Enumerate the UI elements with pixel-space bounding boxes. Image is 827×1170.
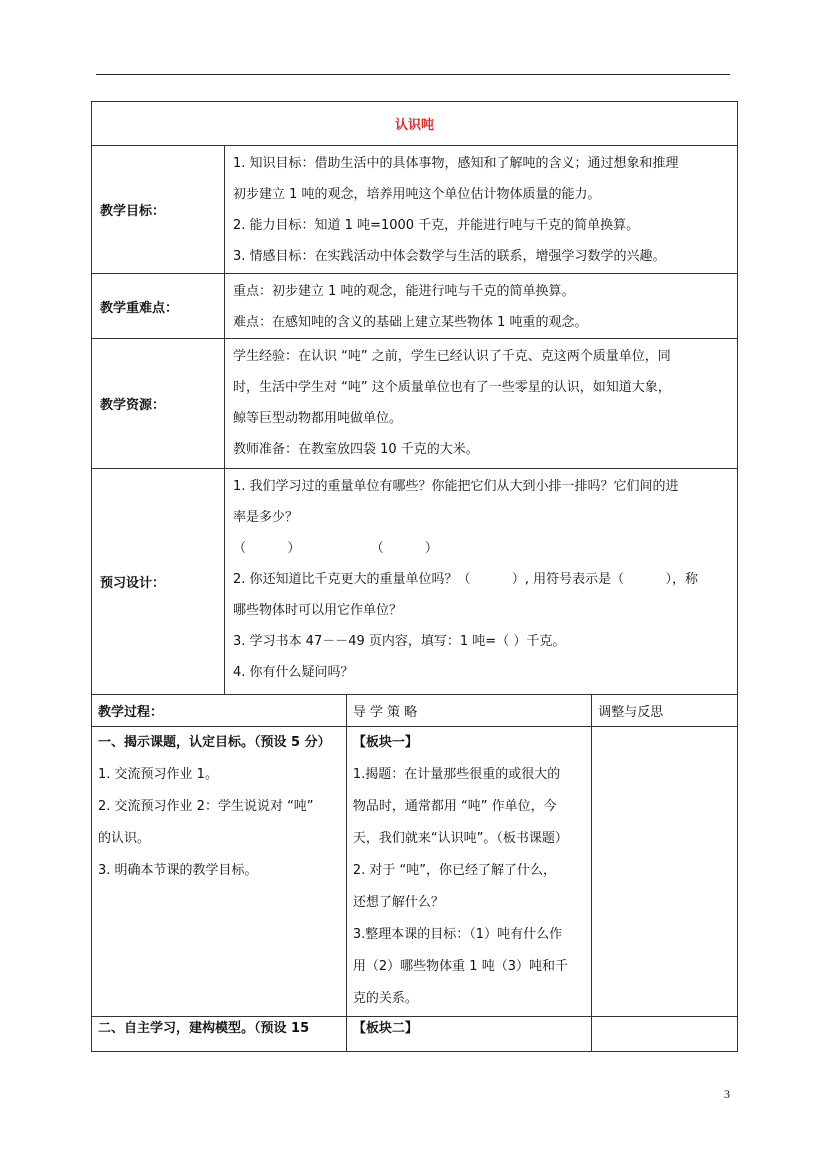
process-header: 教学过程： (92, 695, 346, 727)
strategy-step: 2. 对于 “吨”，你已经了解了什么， (352, 863, 557, 878)
strategy-step: 【板块一】 (352, 735, 418, 750)
process-step: 3. 明确本节课的教学目标。 (98, 863, 258, 878)
resources-content (225, 339, 738, 469)
resources-line: 教师准备：在教室放四袋 10 千克的大米。 (233, 442, 479, 457)
strategy-step: 还想了解什么？ (352, 895, 444, 910)
resources-line: 鲸等巨型动物都用吨做单位。 (233, 411, 403, 426)
process-table (92, 695, 737, 1051)
process-step: 1. 交流预习作业 1。 (98, 767, 218, 782)
goals-content (225, 146, 738, 274)
preview-line: 率是多少？ (233, 510, 299, 525)
header-rule (96, 74, 730, 75)
process-step: 2. 交流预习作业 2：学生说说对 “吨” (98, 799, 314, 814)
strategy-step: 【板块二】 (346, 1017, 591, 1051)
process-step: 二、自主学习，建构模型。（预设 15 (92, 1017, 346, 1051)
preview-line: 2. 你还知道比千克更大的重量单位吗？（ ）, 用符号表示是（ ），称 (233, 572, 698, 587)
page-number: 3 (724, 1087, 730, 1101)
reflection-cell (592, 1017, 737, 1051)
goals-line: 2. 能力目标：知道 1 吨=1000 千克，并能进行吨与千克的简单换算。 (233, 218, 640, 233)
resources-label: 教学资源： (92, 339, 225, 469)
reflection-cell (592, 727, 737, 1017)
keypoints-label: 教学重难点： (92, 274, 225, 339)
process-steps (92, 727, 346, 1017)
goals-label: 教学目标： (92, 146, 225, 274)
resources-line: 时，生活中学生对 “吨” 这个质量单位也有了一些零星的认识，如知道大象， (233, 380, 671, 395)
preview-content (225, 469, 738, 695)
reflection-header: 调整与反思 (592, 695, 737, 727)
preview-line: （ ） （ ） (233, 541, 438, 556)
preview-line: 1. 我们学习过的重量单位有哪些？你能把它们从大到小排一排吗？它们间的进 (233, 479, 679, 494)
process-step: 的认识。 (98, 831, 151, 846)
strategy-step: 用（2）哪些物体重 1 吨（3）吨和千 (352, 959, 568, 974)
process-section (92, 695, 738, 1052)
preview-line: 3. 学习书本 47－－49 页内容，填写：1 吨=（ ）千克。 (233, 634, 566, 649)
keypoints-line: 重点：初步建立 1 吨的观念，能进行吨与千克的简单换算。 (233, 284, 575, 299)
strategy-step: 1.揭题：在计量那些很重的或很大的 (352, 767, 561, 782)
process-step: 一、揭示课题，认定目标。（预设 5 分） (98, 735, 331, 750)
strategy-step: 物品时，通常都用 “吨” 作单位，今 (352, 799, 557, 814)
strategy-header: 导 学 策 略 (346, 695, 591, 727)
strategy-step: 天，我们就来“认识吨”。（板书课题） (352, 831, 568, 846)
keypoints-content (225, 274, 738, 339)
goals-line: 1. 知识目标：借助生活中的具体事物，感知和了解吨的含义；通过想象和推理 (233, 156, 679, 171)
strategy-steps (346, 727, 591, 1017)
goals-line: 初步建立 1 吨的观念，培养用吨这个单位估计物体质量的能力。 (233, 187, 601, 202)
goals-line: 3. 情感目标：在实践活动中体会数学与生活的联系，增强学习数学的兴趣。 (233, 249, 666, 264)
preview-line: 4. 你有什么疑问吗？ (233, 665, 354, 680)
preview-line: 哪些物体时可以用它作单位？ (233, 603, 403, 618)
resources-line: 学生经验：在认识 “吨” 之前，学生已经认识了千克、克这两个质量单位，同 (233, 349, 671, 364)
lesson-title: 认识吨 (92, 102, 738, 146)
keypoints-line: 难点：在感知吨的含义的基础上建立某些物体 1 吨重的观念。 (233, 315, 588, 330)
strategy-step: 克的关系。 (352, 991, 418, 1006)
preview-label: 预习设计： (92, 469, 225, 695)
lesson-plan-table (91, 101, 738, 1052)
strategy-step: 3.整理本课的目标：（1）吨有什么作 (352, 927, 563, 942)
